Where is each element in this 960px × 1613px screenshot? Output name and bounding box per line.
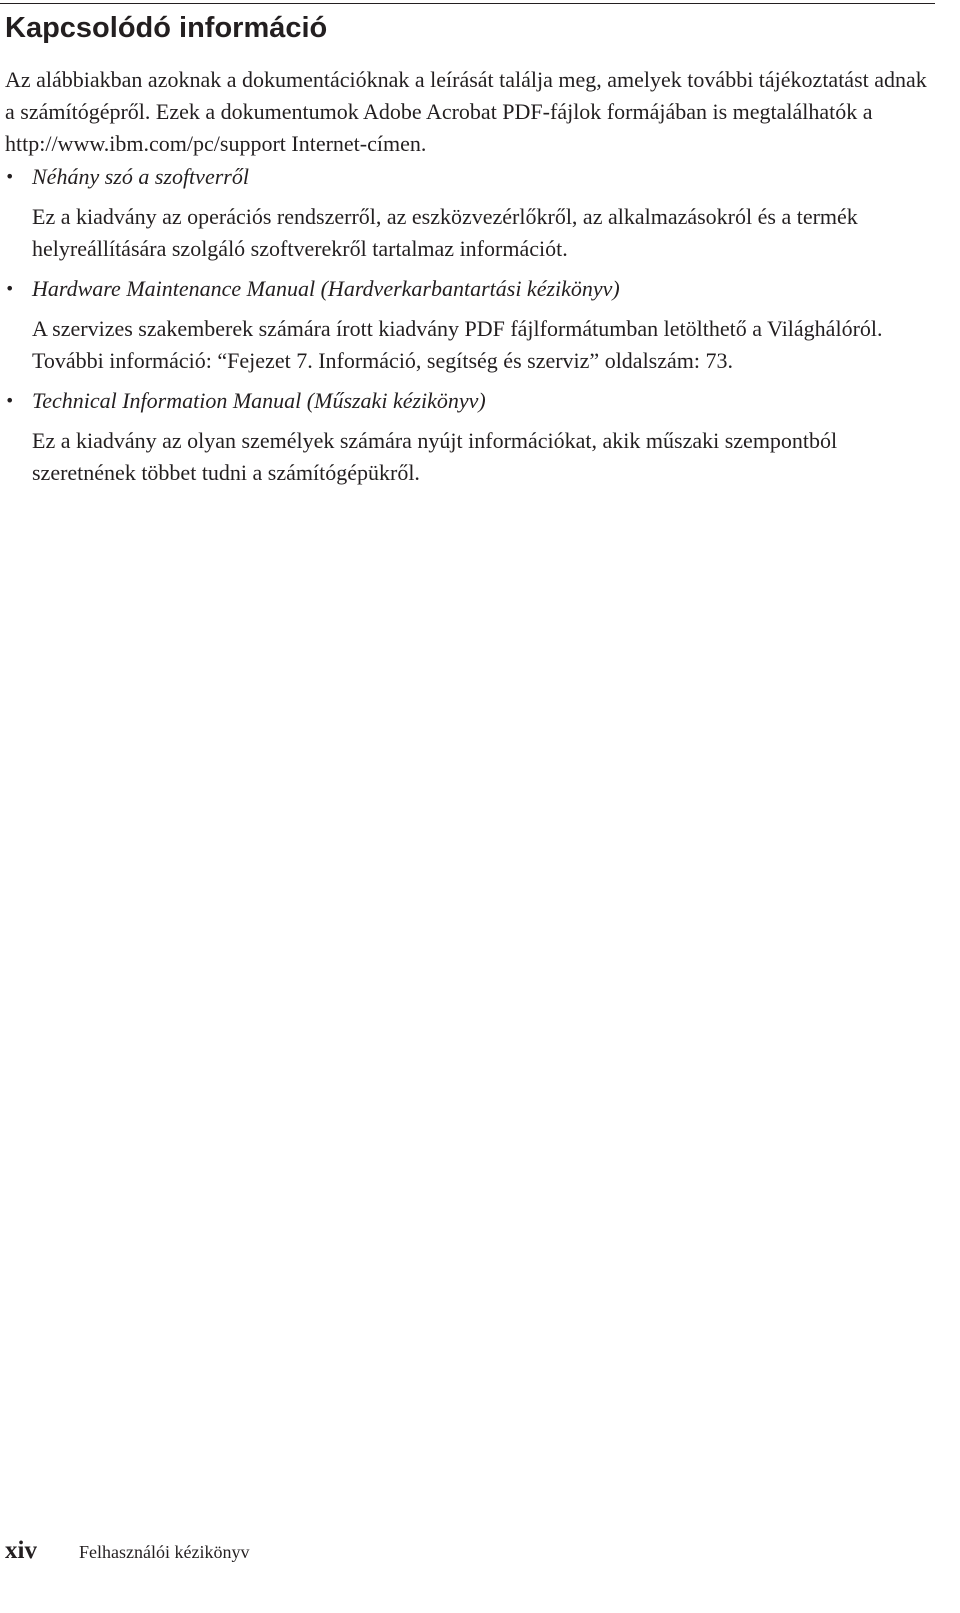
- list-item: [5, 161, 930, 265]
- list-item: [5, 273, 930, 377]
- item-title: Technical Information Manual (Műszaki kézikönyv): [32, 388, 486, 413]
- book-title: Felhasználói kézikönyv: [79, 1542, 250, 1562]
- bullet-icon: •: [5, 391, 15, 410]
- item-description: Ez a kiadvány az olyan személyek számára nyújt információkat, akik műszaki szempontból szeretnének többet tudni a számítógépükről.: [32, 428, 838, 485]
- list-item: [5, 385, 930, 489]
- item-title: Néhány szó a szoftverről: [32, 164, 249, 189]
- content: [5, 64, 930, 497]
- page-title: Kapcsolódó információ: [5, 12, 328, 44]
- bullet-icon: •: [5, 167, 15, 186]
- page-footer: [5, 1533, 249, 1570]
- page-number: xiv: [5, 1537, 37, 1564]
- item-description: Ez a kiadvány az operációs rendszerről, az eszközvezérlőkről, az alkalmazásokról és a termék helyreállítására szolgáló szoftverekről tartalmaz információt.: [32, 204, 858, 261]
- item-title: Hardware Maintenance Manual (Hardverkarbantartási kézikönyv): [32, 276, 620, 301]
- top-rule: [0, 3, 935, 4]
- intro-paragraph: Az alábbiakban azoknak a dokumentációknak a leírását találja meg, amelyek további tájékoztatást adnak a számítógépről. Ezek a dokumentumok Adobe Acrobat PDF-fájlok formájában is megtalálhatók a http://www.ibm.com/pc/support Internet-címen.: [5, 67, 927, 156]
- bullet-icon: •: [5, 279, 15, 298]
- document-list: [5, 161, 930, 489]
- item-description: A szervizes szakemberek számára írott kiadvány PDF fájlformátumban letölthető a Világhálóról. További információ: “Fejezet 7. Információ, segítség és szerviz” oldalszám: 73.: [32, 316, 883, 373]
